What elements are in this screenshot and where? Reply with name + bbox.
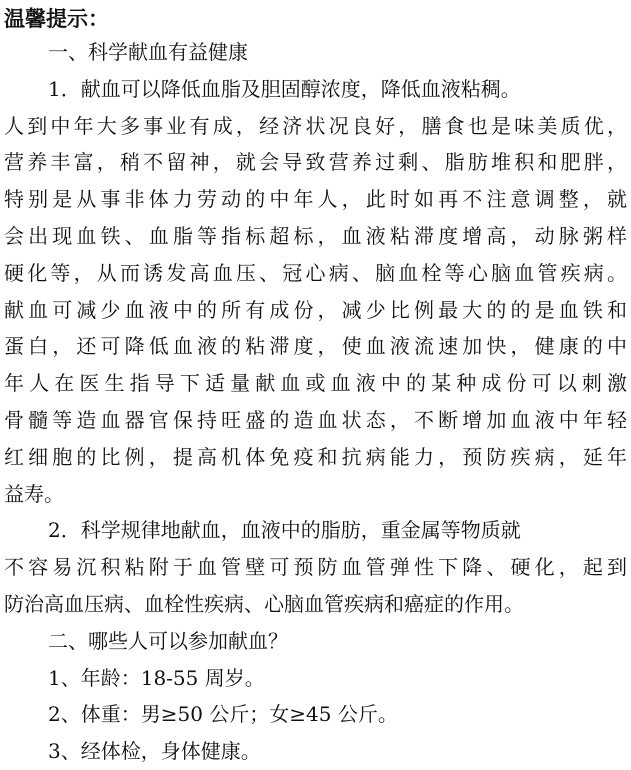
paragraph-line: 会出现血铁、血脂等指标超标，血液粘滞度增高，动脉粥样	[4, 223, 627, 248]
paragraph-line: 营养丰富，稍不留神，就会导致营养过剩、脂肪堆积和肥胖，	[4, 150, 627, 175]
list-item-weight: 2、体重：男≥50 公斤；女≥45 公斤。	[48, 702, 398, 727]
document-body	[4, 4, 627, 770]
paragraph-line: 人到中年大多事业有成，经济状况良好，膳食也是味美质优，	[4, 113, 627, 138]
list-item-age: 1、年龄：18-55 周岁。	[48, 665, 265, 690]
paragraph-line: 防治高血压病、血栓性疾病、心脑血管疾病和癌症的作用。	[4, 591, 524, 616]
paragraph-line: 骨髓等造血器官保持旺盛的造血状态，不断增加血液中年轻	[4, 407, 627, 432]
paragraph-line: 不容易沉积粘附于血管壁可预防血管弹性下降、硬化，起到	[4, 555, 627, 580]
section-heading-benefits: 一、科学献血有益健康	[48, 40, 248, 64]
section-heading-eligibility: 二、哪些人可以参加献血？	[48, 628, 288, 653]
paragraph-line: 硬化等，从而诱发高血压、冠心病、脑血栓等心脑血管疾病。	[4, 260, 627, 285]
paragraph-line: 蛋白，还可降低血液的粘滞度，使血液流速加快，健康的中	[4, 334, 627, 359]
paragraph-line: 献血可减少血液中的所有成份，减少比例最大的的是血铁和	[4, 297, 627, 322]
paragraph-line: 1．献血可以降低血脂及胆固醇浓度，降低血液粘稠。	[48, 76, 521, 101]
paragraph-line: 2．科学规律地献血，血液中的脂肪，重金属等物质就	[48, 518, 521, 543]
paragraph-line: 红细胞的比例，提高机体免疫和抗病能力，预防疾病，延年	[4, 444, 627, 469]
paragraph-line: 年人在医生指导下适量献血或血液中的某种成份可以刺激	[4, 371, 627, 396]
notice-title: 温馨提示：	[4, 7, 109, 31]
list-item-health: 3、经体检，身体健康。	[48, 739, 261, 764]
paragraph-line: 益寿。	[4, 481, 64, 506]
paragraph-line: 特别是从事非体力劳动的中年人，此时如再不注意调整，就	[4, 187, 627, 212]
